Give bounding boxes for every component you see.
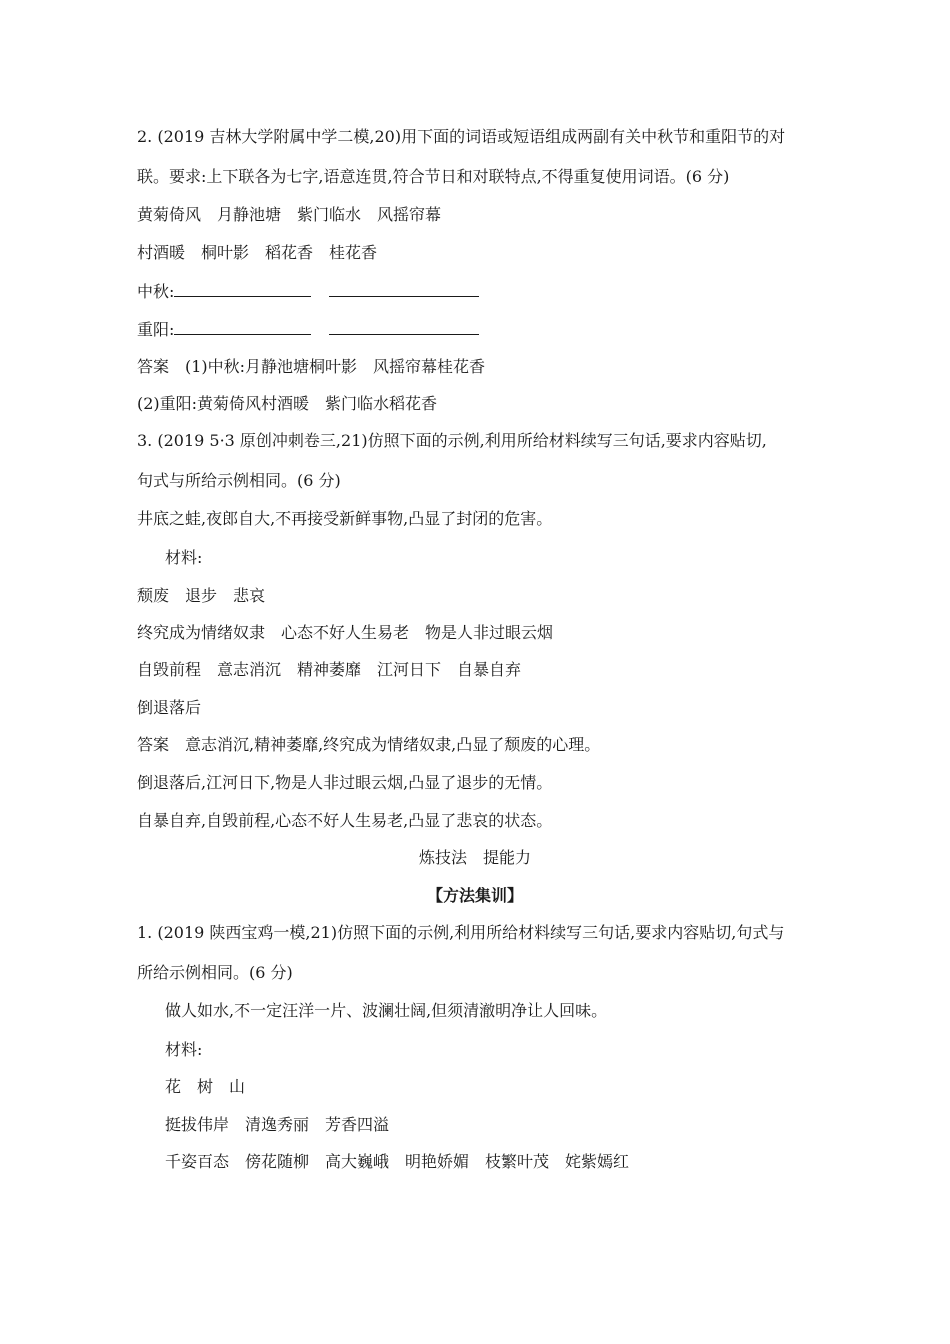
- question-3-answer-2: 倒退落后,江河日下,物是人非过眼云烟,凸显了退步的无情。: [137, 773, 553, 792]
- section-subtitle: 【方法集训】: [426, 886, 523, 905]
- mid-autumn-blank-2: [329, 280, 479, 297]
- method-question-1-example: 做人如水,不一定汪洋一片、波澜壮阔,但须清澈明净让人回味。: [165, 1001, 608, 1020]
- question-3-material-1: 颓废 退步 悲哀: [137, 586, 266, 605]
- double-ninth-blank-2: [329, 318, 479, 335]
- question-2-stem-line2: 联。要求:上下联各为七字,语意连贯,符合节日和对联特点,不得重复使用词语。(6 分): [137, 167, 730, 186]
- question-2-answer-2: (2)重阳:黄菊倚风村酒暖 紫门临水稻花香: [137, 394, 438, 413]
- question-2-stem-line1: 2. (2019 吉林大学附属中学二模,20)用下面的词语或短语组成两副有关中秋节和重阳节的对: [137, 127, 786, 146]
- method-question-1-material-3: 千姿百态 傍花随柳 高大巍峨 明艳娇媚 枝繁叶茂 姹紫嫣红: [165, 1152, 630, 1171]
- question-3-answer-1: 答案 意志消沉,精神萎靡,终究成为情绪奴隶,凸显了颓废的心理。: [137, 735, 601, 754]
- mid-autumn-answer-line: [137, 280, 817, 303]
- double-ninth-blank-1: [174, 318, 311, 335]
- method-question-1-material-label: 材料:: [165, 1040, 203, 1059]
- method-question-1-material-2: 挺拔伟岸 清逸秀丽 芳香四溢: [165, 1115, 390, 1134]
- mid-autumn-blank-1: [174, 280, 311, 297]
- method-question-1-stem-line2: 所给示例相同。(6 分): [137, 963, 293, 982]
- question-3-answer-3: 自暴自弃,自毁前程,心态不好人生易老,凸显了悲哀的状态。: [137, 811, 553, 830]
- section-title: 炼技法 提能力: [418, 848, 531, 867]
- question-3-material-2: 终究成为情绪奴隶 心态不好人生易老 物是人非过眼云烟: [137, 623, 554, 642]
- question-3-material-4: 倒退落后: [137, 698, 202, 717]
- question-3-stem-line1: 3. (2019 5·3 原创冲刺卷三,21)仿照下面的示例,利用所给材料续写三句话,要求内容贴切,: [137, 431, 767, 450]
- double-ninth-label: 重阳:: [137, 320, 175, 339]
- method-question-1-stem-line1: 1. (2019 陕西宝鸡一模,21)仿照下面的示例,利用所给材料续写三句话,要求内容贴切,句式与: [137, 923, 785, 942]
- method-question-1-material-1: 花 树 山: [165, 1077, 246, 1096]
- question-2-words-row1: 黄菊倚风 月静池塘 紫门临水 风摇帘幕: [137, 205, 442, 224]
- question-3-material-3: 自毁前程 意志消沉 精神萎靡 江河日下 自暴自弃: [137, 660, 522, 679]
- question-2-answer-1: 答案 (1)中秋:月静池塘桐叶影 风摇帘幕桂花香: [137, 357, 486, 376]
- mid-autumn-label: 中秋:: [137, 282, 175, 301]
- question-2-words-row2: 村酒暖 桐叶影 稻花香 桂花香: [137, 243, 378, 262]
- question-3-stem-line2: 句式与所给示例相同。(6 分): [137, 471, 341, 490]
- double-ninth-answer-line: [137, 318, 817, 341]
- question-3-example: 井底之蛙,夜郎自大,不再接受新鲜事物,凸显了封闭的危害。: [137, 509, 553, 528]
- question-3-material-label: 材料:: [165, 548, 203, 567]
